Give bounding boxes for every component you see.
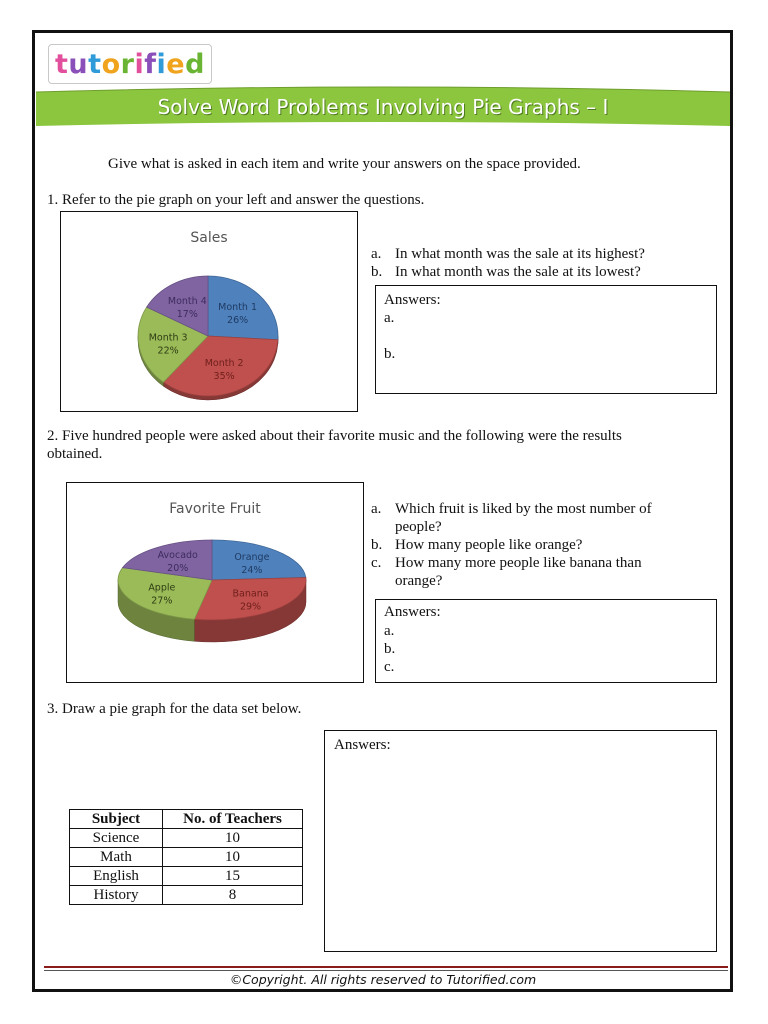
- logo-letter: d: [185, 48, 205, 80]
- question-1-items: [371, 245, 645, 281]
- question-2c: c. How many more people like banana than orange?: [371, 555, 642, 589]
- question-1-prompt: 1. Refer to the pie graph on your left and answer the questions.: [47, 192, 425, 208]
- question-2-prompt-line1: 2. Five hundred people were asked about their favorite music and the following were the results: [47, 428, 622, 444]
- answer-2c: c.: [384, 659, 395, 675]
- logo-letter: u: [68, 48, 89, 80]
- table-header-subject: Subject: [70, 810, 163, 829]
- logo-letter: e: [166, 48, 186, 80]
- table-cell: Math: [70, 848, 163, 867]
- logo-letter: t: [55, 48, 69, 80]
- question-3-prompt: 3. Draw a pie graph for the data set below.: [47, 701, 302, 717]
- logo-letter: t: [88, 48, 102, 80]
- pie-label-value: 22%: [157, 345, 179, 357]
- question-1a: a. In what month was the sale at its highest?: [371, 246, 645, 262]
- pie-label-category: Month 1: [218, 302, 258, 314]
- answers-label: Answers:: [384, 604, 441, 620]
- pie-label-category: Month 3: [148, 332, 188, 344]
- table-row: [70, 829, 303, 848]
- chart-title: Favorite Fruit: [169, 501, 261, 517]
- question-2-prompt-line2: obtained.: [47, 446, 103, 462]
- pie-label-category: Month 2: [204, 357, 244, 369]
- page-title: Solve Word Problems Involving Pie Graphs – I: [157, 95, 609, 119]
- pie-label-category: Month 4: [167, 296, 207, 308]
- question-1b: b. In what month was the sale at its lowest?: [371, 264, 641, 280]
- pie-label-value: 17%: [176, 309, 198, 321]
- teachers-table: [69, 809, 303, 905]
- table-row: [70, 848, 303, 867]
- answer-1a: a.: [384, 310, 395, 326]
- pie-label-category: Apple: [148, 582, 176, 594]
- answers-label: Answers:: [334, 737, 391, 753]
- logo-letter: i: [156, 48, 167, 80]
- sales-chart-frame: [60, 211, 358, 412]
- pie-label-value: 24%: [241, 564, 263, 576]
- logo-letter: o: [101, 48, 121, 80]
- footer-divider-thin: [44, 970, 728, 971]
- answer-2b: b.: [384, 641, 396, 657]
- fruit-chart-frame: [66, 482, 364, 683]
- sales-pie-chart: [61, 212, 357, 411]
- answers-label: Answers:: [384, 292, 441, 308]
- answers-box-3[interactable]: [324, 730, 717, 952]
- pie-label-value: 27%: [151, 595, 173, 607]
- table-cell: Science: [70, 829, 163, 848]
- answers-box-1[interactable]: [375, 285, 717, 394]
- table-header-teachers: No. of Teachers: [163, 810, 303, 829]
- question-2b: b. How many people like orange?: [371, 537, 583, 553]
- table-cell: 8: [163, 886, 303, 905]
- table-cell: 10: [163, 829, 303, 848]
- pie-label-category: Banana: [232, 588, 269, 600]
- answer-1b: b.: [384, 346, 396, 362]
- table-row: [70, 886, 303, 905]
- chart-title: Sales: [190, 230, 228, 246]
- table-cell: 15: [163, 867, 303, 886]
- table-cell: History: [70, 886, 163, 905]
- instructions: Give what is asked in each item and write your answers on the space provided.: [108, 156, 581, 172]
- table-cell: English: [70, 867, 163, 886]
- footer-divider: [44, 966, 728, 968]
- table-row: [70, 867, 303, 886]
- pie-label-value: 35%: [213, 370, 235, 382]
- table-cell: 10: [163, 848, 303, 867]
- logo-letter: i: [134, 48, 145, 80]
- pie-label-value: 29%: [239, 601, 262, 613]
- answers-box-2[interactable]: [375, 599, 717, 683]
- logo-letter: f: [144, 48, 157, 80]
- pie-label-category: Orange: [234, 551, 270, 563]
- fruit-pie-chart: [67, 483, 363, 682]
- question-2a: a. Which fruit is liked by the most number of people?: [371, 501, 652, 535]
- logo-letter: r: [120, 48, 135, 80]
- pie-label-category: Avocado: [157, 549, 198, 561]
- copyright-footer: ©Copyright. All rights reserved to Tutorified.com: [229, 972, 537, 987]
- pie-label-value: 20%: [167, 562, 189, 574]
- tutorified-logo: [48, 44, 212, 84]
- question-2-items: [371, 500, 652, 590]
- pie-label-value: 26%: [227, 315, 249, 327]
- table-header-row: [70, 810, 303, 829]
- answer-2a: a.: [384, 623, 395, 639]
